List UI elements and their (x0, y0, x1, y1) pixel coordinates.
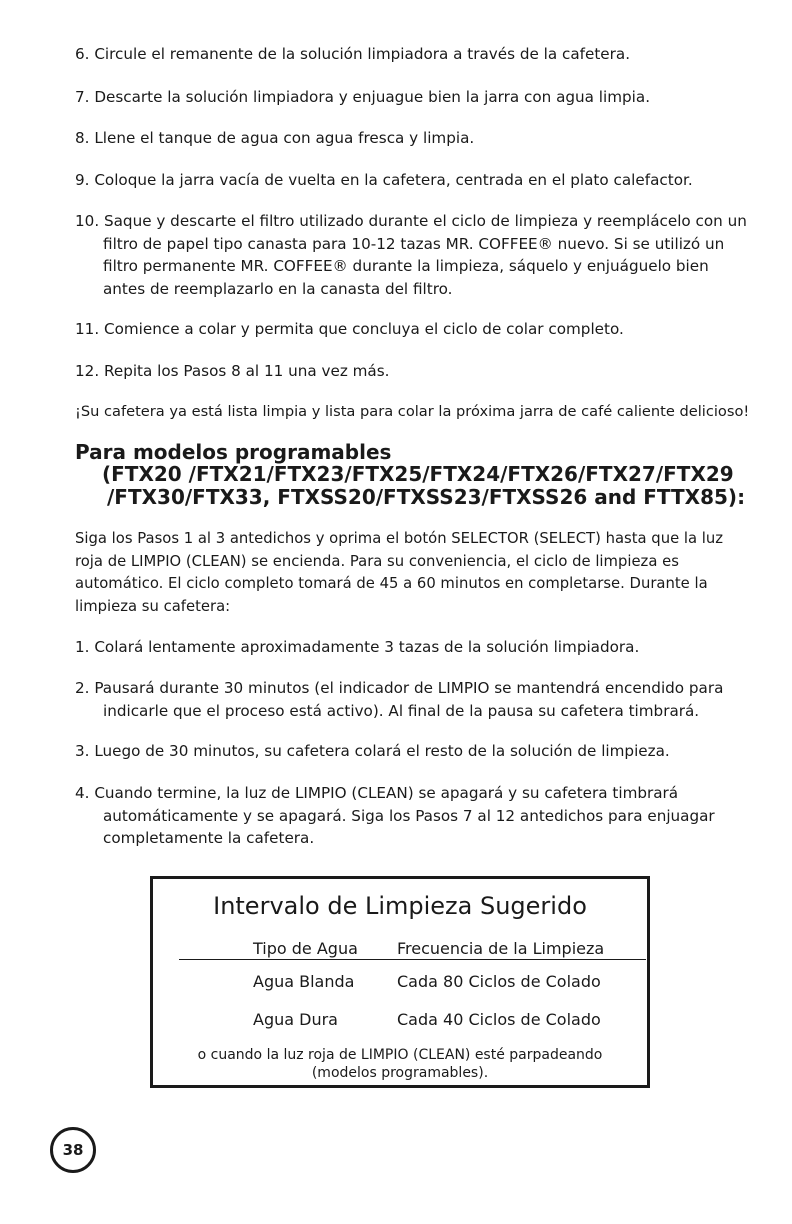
frequency-header: Frecuencia de la Limpieza (397, 939, 605, 958)
soft-water-frequency: Cada 80 Ciclos de Colado (397, 972, 601, 991)
page-number: 38 (62, 1141, 84, 1159)
interval-title: Intervalo de Limpieza Sugerido (213, 892, 587, 920)
interval-note-line1: o cuando la luz roja de LIMPIO (CLEAN) esté parpadeando (197, 1047, 603, 1063)
programmable-heading: Para modelos programables (75, 440, 392, 464)
step-12: 12. Repita los Pasos 8 al 11 una vez más. (75, 362, 390, 380)
step-6: 6. Circule el remanente de la solución limpiadora a través de la cafetera. (75, 45, 631, 63)
water-type-header: Tipo de Agua (253, 939, 358, 958)
programmable-intro: Siga los Pasos 1 al 3 antedichos y oprima el botón SELECTOR (SELECT) hasta que la luz roja de LIMPIO (CLEAN) se encienda. Para su conveniencia, el ciclo de limpieza es automático. El ciclo completo tomará de 45 a 60 minutos en completarse. Durante la limpieza su cafetera: (75, 530, 724, 615)
prog-step-1: 1. Colará lentamente aproximadamente 3 tazas de la solución limpiadora. (75, 638, 640, 656)
page-number-badge (50, 1127, 96, 1173)
programmable-models-line2: /FTX30/FTX33, FTXSS20/FTXSS23/FTXSS26 and FTTX85): (107, 485, 746, 509)
hard-water-label: Agua Dura (253, 1010, 338, 1029)
prog-step-3: 3. Luego de 30 minutos, su cafetera colará el resto de la solución de limpieza. (75, 742, 670, 760)
step-10: 10. Saque y descarte el filtro utilizado durante el ciclo de limpieza y reemplácelo con un filtro de papel tipo canasta para 10-12 tazas MR. COFFEE® nuevo. Si se utilizó un filtro permanente MR. COFFEE® durante la limpieza, sáquelo y enjuáguelo bien antes de reemplazarlo en la canasta del filtro. (75, 212, 747, 298)
step-7: 7. Descarte la solución limpiadora y enjuague bien la jarra con agua limpia. (75, 88, 651, 106)
cleaning-interval-box (150, 876, 650, 1088)
prog-step-4: 4. Cuando termine, la luz de LIMPIO (CLEAN) se apagará y su cafetera timbrará automáticamente y se apagará. Siga los Pasos 7 al 12 antedichos para enjuagar completamente la cafetera. (75, 784, 715, 847)
interval-note (153, 1046, 647, 1082)
closing-note: ¡Su cafetera ya está lista limpia y lista para colar la próxima jarra de café caliente delicioso! (75, 403, 750, 420)
prog-step-2: 2. Pausará durante 30 minutos (el indicador de LIMPIO se mantendrá encendido para indicarle que el proceso está activo). Al final de la pausa su cafetera timbrará. (75, 679, 724, 720)
step-9: 9. Coloque la jarra vacía de vuelta en la cafetera, centrada en el plato calefactor. (75, 171, 693, 189)
step-8: 8. Llene el tanque de agua con agua fresca y limpia. (75, 129, 475, 147)
interval-note-line2: (modelos programables). (311, 1065, 489, 1081)
hard-water-frequency: Cada 40 Ciclos de Colado (397, 1010, 601, 1029)
soft-water-label: Agua Blanda (253, 972, 355, 991)
step-11: 11. Comience a colar y permita que concluya el ciclo de colar completo. (75, 320, 624, 338)
programmable-models-line1: (FTX20 /FTX21/FTX23/FTX25/FTX24/FTX26/FTX27/FTX29 (102, 462, 734, 486)
header-divider (179, 959, 646, 960)
